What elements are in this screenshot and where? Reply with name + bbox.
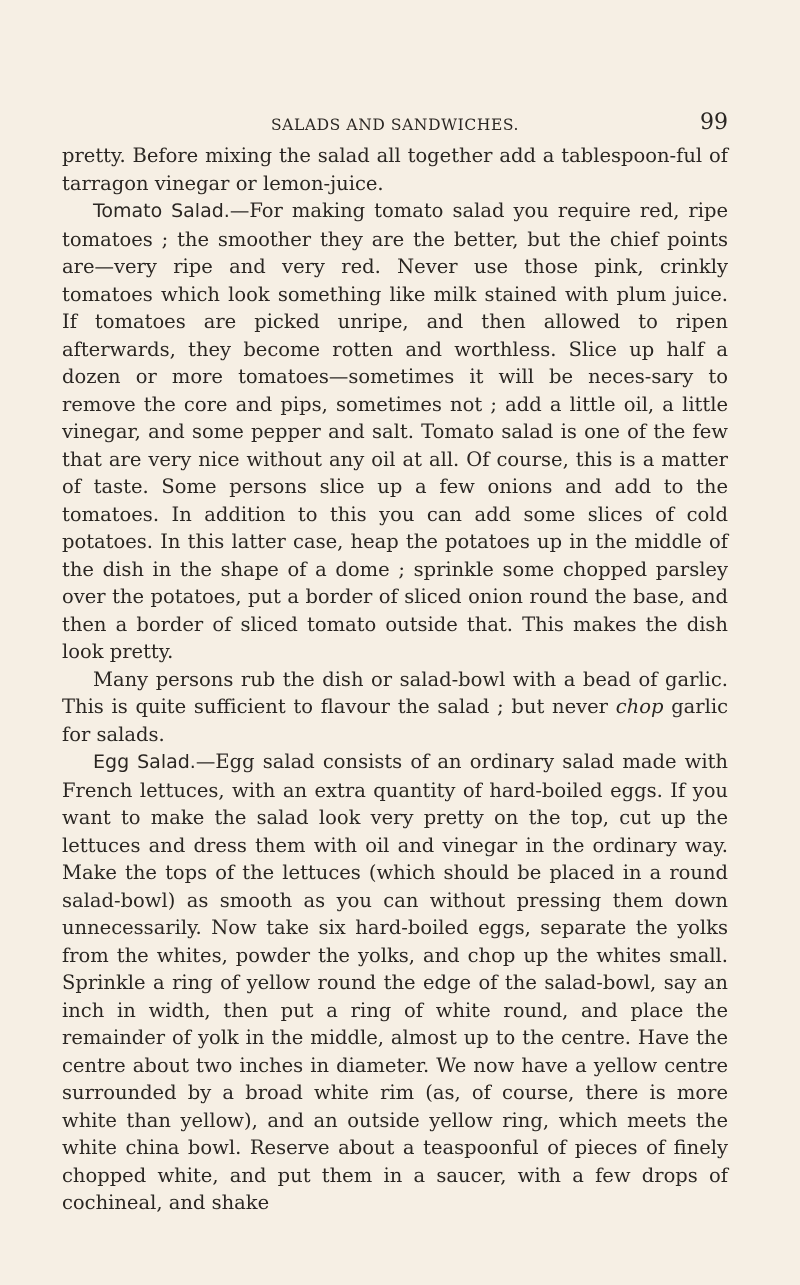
garlic-emphasis: chop xyxy=(615,695,664,718)
tomato-salad-paragraph xyxy=(62,197,728,666)
egg-salad-paragraph xyxy=(62,748,728,1217)
intro-paragraph: pretty. Before mixing the salad all together add a tablespoon-ful of tarragon vinegar or lemon-juice. xyxy=(62,144,728,195)
tomato-salad-heading: Tomato Salad. xyxy=(93,200,230,222)
egg-salad-text: —Egg salad consists of an ordinary salad made with French lettuces, with an extra quantity of hard-boiled eggs. If you want to make the salad look very pretty on the top, cut up the lettuces and dress them with oil and vinegar in the ordinary way. Make the tops of the lettuces (which should be placed in a round salad-bowl) as smooth as you can without pressing them down unnecessarily. Now take six hard-boiled eggs, separate the yolks from the whites, powder the yolks, and chop up the whites small. Sprinkle a ring of yellow round the edge of the salad-bowl, say an inch in width, then put a ring of white round, and place the remainder of yolk in the middle, almost up to the centre. Have the centre about two inches in diameter. We now have a yellow centre surrounded by a broad white rim (as, of course, there is more white than yellow), and an outside yellow ring, which meets the white china bowl. Reserve about a teaspoonful of pieces of finely chopped white, and put them in a saucer, with a few drops of cochineal, and shake xyxy=(62,750,728,1214)
egg-salad-heading: Egg Salad. xyxy=(93,751,196,773)
page-header xyxy=(62,110,728,140)
garlic-paragraph xyxy=(62,666,728,749)
body-text xyxy=(62,142,728,1217)
running-head: SALADS AND SANDWICHES. xyxy=(270,116,520,134)
garlic-text-end: garlic for salads. xyxy=(62,695,729,746)
tomato-salad-text: —For making tomato salad you require red, ripe tomatoes ; the smoother they are the better, but the chief points are—very ripe and very red. Never use those pink, crinkly tomatoes which look something like milk stained with plum juice. If tomatoes are picked unripe, and then allowed to ripen afterwards, they become rotten and worthless. Slice up half a dozen or more tomatoes—sometimes it will be neces-sary to remove the core and pips, sometimes not ; add a little oil, a little vinegar, and some pepper and salt. Tomato salad is one of the few that are very nice without any oil at all. Of course, this is a matter of taste. Some persons slice up a few onions and add to the tomatoes. In addition to this you can add some slices of cold potatoes. In this latter case, heap the potatoes up in the middle of the dish in the shape of a dome ; sprinkle some chopped parsley over the potatoes, put a border of sliced onion round the base, and then a border of sliced tomato outside that. This makes the dish look pretty. xyxy=(62,199,729,663)
page-number: 99 xyxy=(700,110,728,135)
garlic-text: Many persons rub the dish or salad-bowl with a bead of garlic. This is quite sufficient to flavour the salad ; but never xyxy=(62,667,728,718)
